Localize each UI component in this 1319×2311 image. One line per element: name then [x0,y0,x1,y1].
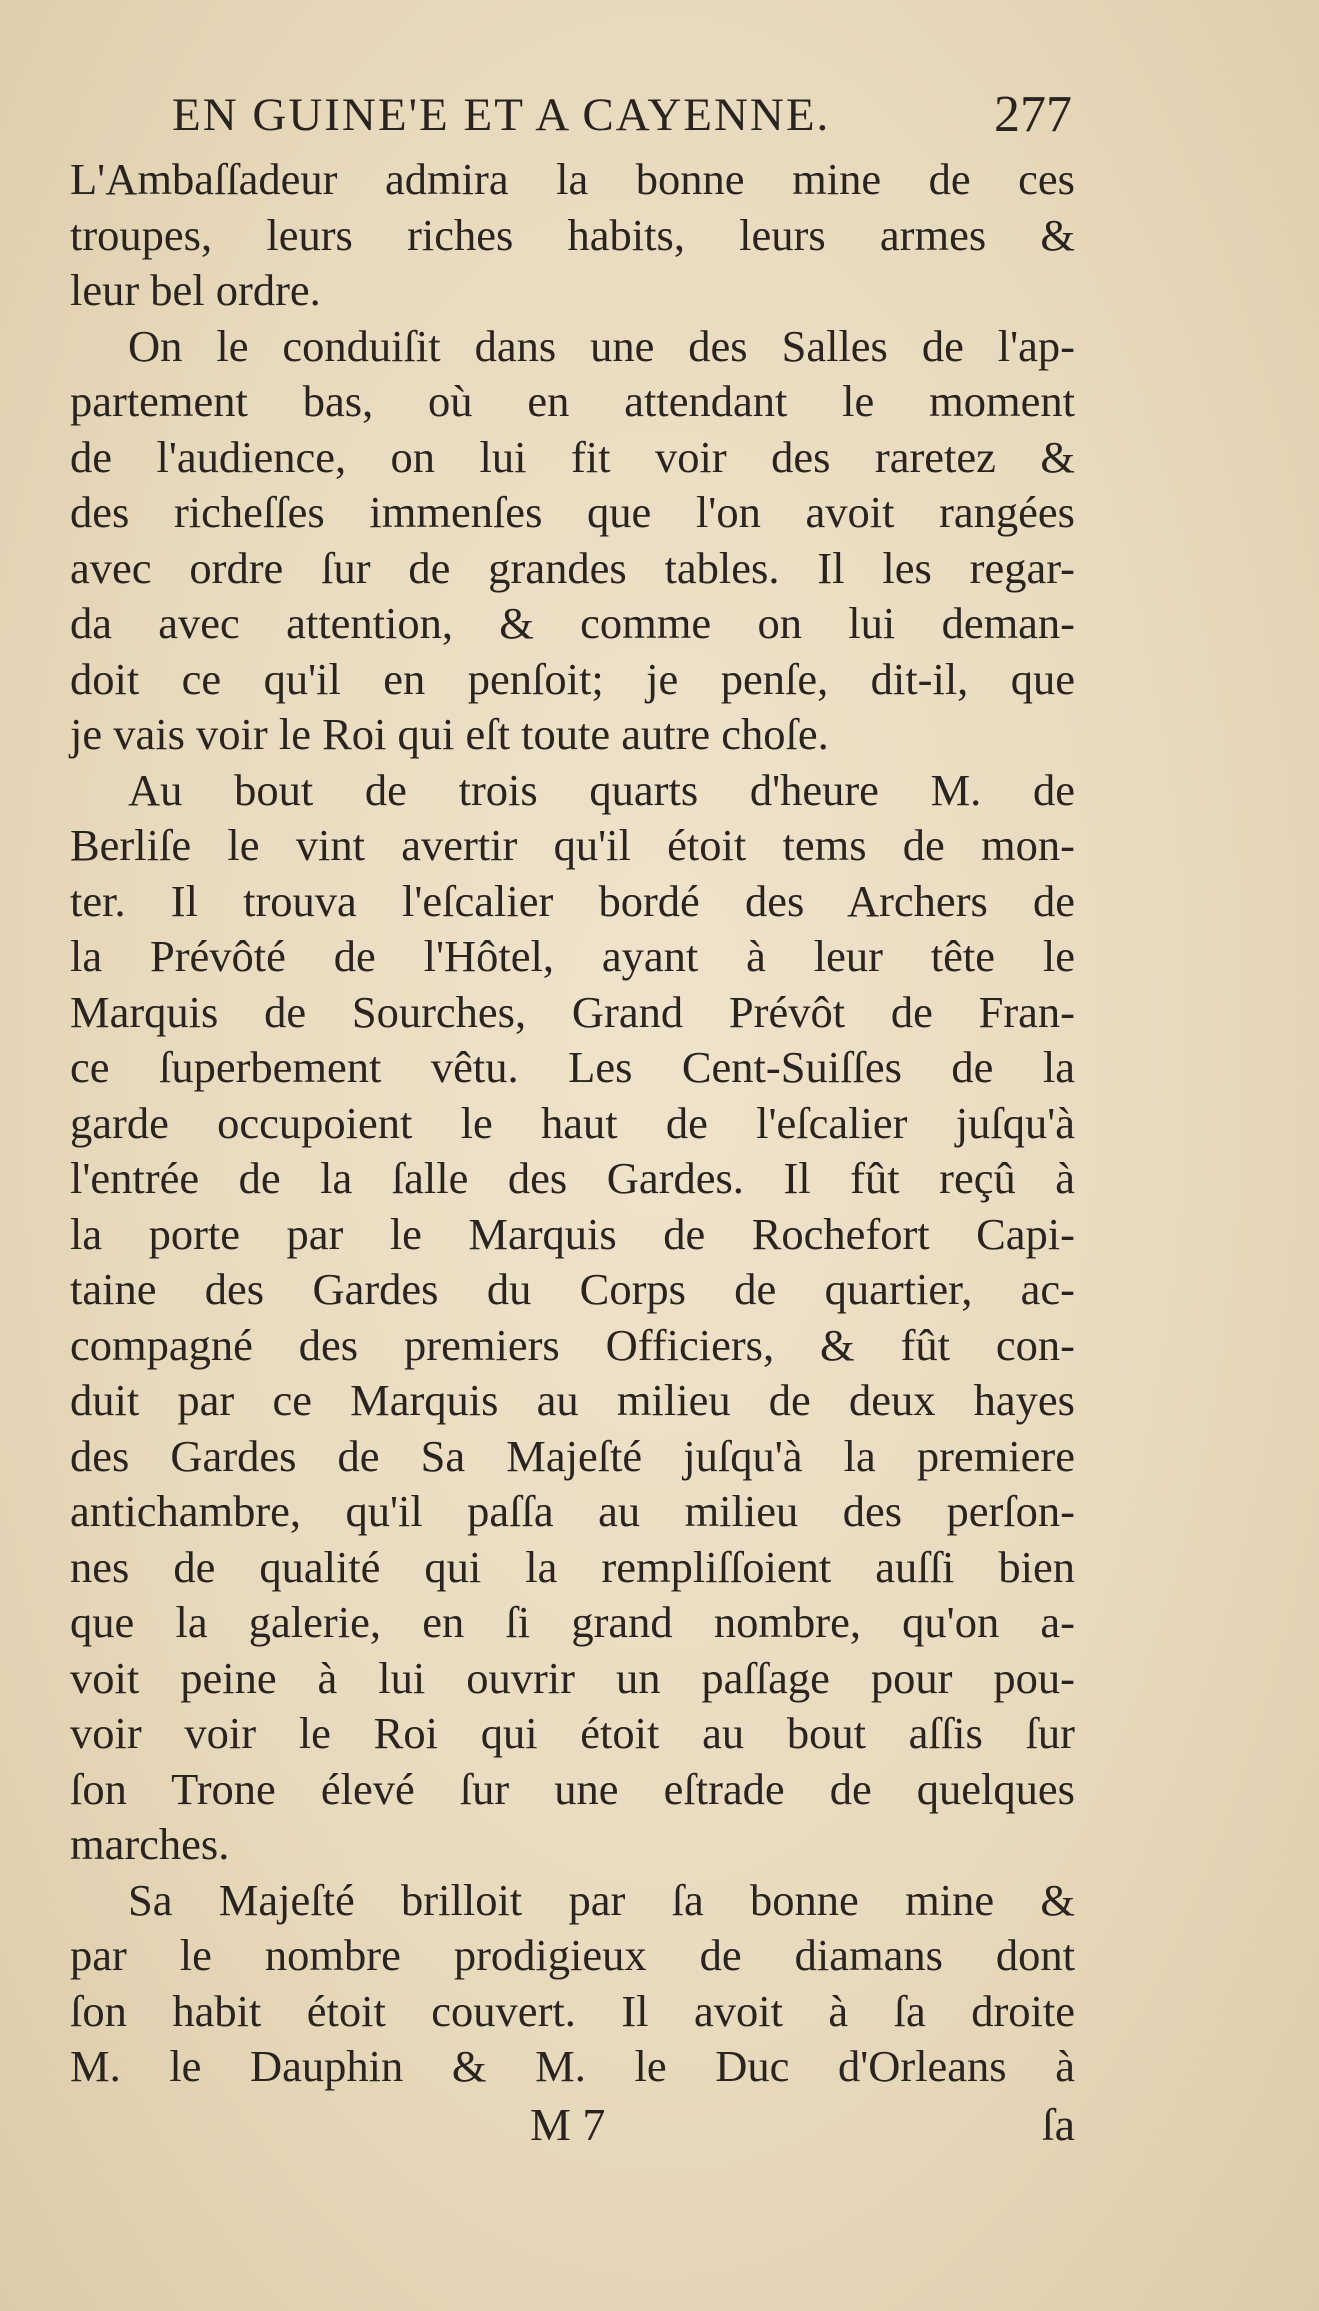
text-line: nes de qualité qui la rempliſſoient auſſi bien [70,1541,1075,1592]
text-line: que la galerie, en ſi grand nombre, qu'on a- [70,1597,1075,1647]
text-line: taine des Gardes du Corps de quartier, ac- [70,1264,1075,1314]
text-line: l'entrée de la ſalle des Gardes. Il fût reçû à [70,1153,1075,1203]
catchword: ſa [1041,2099,1075,2150]
text-line: ter. Il trouva l'eſcalier bordé des Archers de [70,875,1075,926]
text-line: doit ce qu'il en penſoit; je penſe, dit-il, que [70,653,1075,704]
text-line: troupes, leurs riches habits, leurs armes & [70,209,1075,260]
text-line: des richeſſes immenſes que l'on avoit rangées [70,487,1075,537]
text-line: antichambre, qu'il paſſa au milieu des perſon- [70,1486,1075,1536]
text-line: ſon habit étoit couvert. Il avoit à ſa droite [70,1985,1075,2036]
text-line: Berliſe le vint avertir qu'il étoit tems de mon- [70,820,1075,870]
text-line: ce ſuperbement vêtu. Les Cent-Suiſſes de la [70,1042,1075,1092]
running-title: EN GUINE'E ET A CAYENNE. [172,89,831,141]
text-line: da avec attention, & comme on lui deman- [70,598,1075,648]
text-line: partement bas, où en attendant le moment [70,376,1075,426]
text-line: voit peine à lui ouvrir un paſſage pour pou- [70,1652,1075,1703]
text-line: par le nombre prodigieux de diamans dont [70,1930,1075,1980]
text-line: la Prévôté de l'Hôtel, ayant à leur tête le [70,931,1075,981]
page-number: 277 [994,86,1072,143]
text-line: avec ordre ſur de grandes tables. Il les regar- [70,542,1075,593]
text-line: des Gardes de Sa Majeſté juſqu'à la premiere [70,1430,1075,1481]
page-header [172,80,1072,150]
text-line: la porte par le Marquis de Rochefort Capi- [70,1208,1075,1259]
text-line: voir voir le Roi qui étoit au bout aſſis ſur [70,1708,1075,1758]
text-line: leur bel ordre. [70,265,321,315]
text-line: ſon Trone élevé ſur une eſtrade de quelques [70,1763,1075,1814]
signature-mark: M 7 [530,2099,606,2150]
text-line: duit par ce Marquis au milieu de deux hayes [70,1375,1075,1425]
text-line: Au bout de trois quarts d'heure M. de [128,764,1075,815]
text-line: compagné des premiers Officiers, & fût con- [70,1319,1075,1370]
text-line: garde occupoient le haut de l'eſcalier juſqu'à [70,1097,1075,1148]
text-line: Marquis de Sourches, Grand Prévôt de Fran- [70,986,1075,1037]
page-footer [70,2090,1075,2160]
text-line: M. le Dauphin & M. le Duc d'Orleans à [70,2041,1075,2091]
text-line: je vais voir le Roi qui eſt toute autre choſe. [70,709,829,759]
text-line: marches. [70,1819,230,1869]
text-line: de l'audience, on lui fit voir des raretez & [70,431,1075,482]
text-line: On le conduiſit dans une des Salles de l'ap- [128,320,1075,371]
text-line: Sa Majeſté brilloit par ſa bonne mine & [128,1874,1075,1925]
body-text [70,152,1075,2095]
text-line: L'Ambaſſadeur admira la bonne mine de ces [70,154,1075,204]
